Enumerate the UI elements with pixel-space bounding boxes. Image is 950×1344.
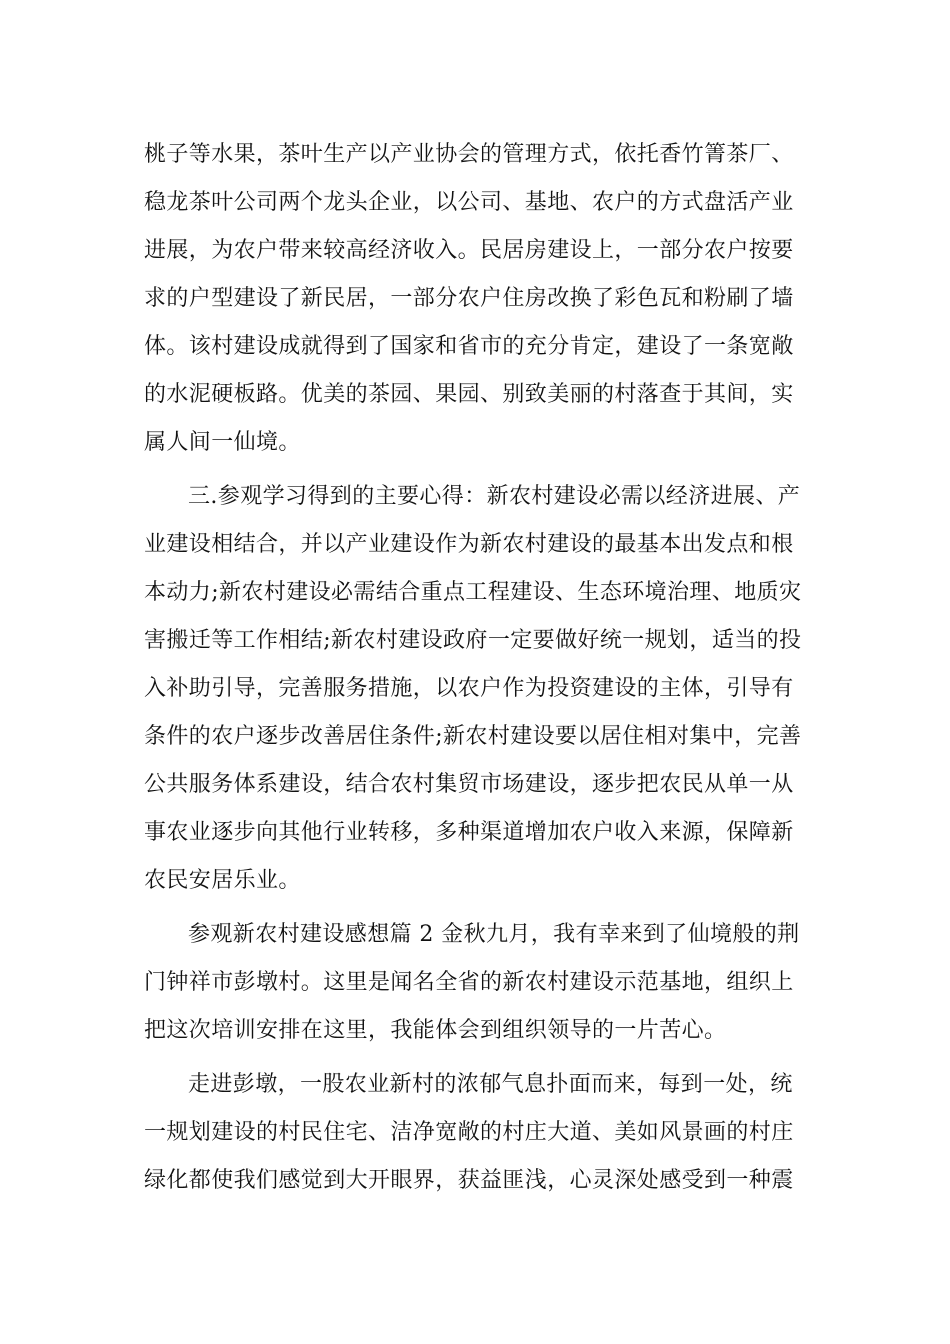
text-line: 求的户型建设了新民居，一部分农户住房改换了彩色瓦和粉刷了墙 [144,286,794,311]
text-line: 公共服务体系建设，结合农村集贸市场建设，逐步把农民从单一从 [144,772,794,797]
text-line: 属人间一仙境。 [144,430,301,455]
text-line: 一规划建设的村民住宅、洁净宽敞的村庄大道、美如风景画的村庄 [144,1120,794,1145]
text-line: 事农业逐步向其他行业转移，多种渠道增加农户收入来源，保障新 [144,820,794,845]
text-line: 害搬迁等工作相结;新农村建设政府一定要做好统一规划，适当的投 [144,628,802,653]
text-line: 农民安居乐业。 [144,868,301,893]
text-line: 门钟祥市彭墩村。这里是闻名全省的新农村建设示范基地，组织上 [144,970,794,995]
text-line: 体。该村建设成就得到了国家和省市的充分肯定，建设了一条宽敞 [144,334,794,359]
body-text [144,131,810,1205]
text-line: 业建设相结合，并以产业建设作为新农村建设的最基本出发点和根 [144,532,794,557]
text-line: 条件的农户逐步改善居住条件;新农村建设要以居住相对集中，完善 [144,724,802,749]
text-line: 进展，为农户带来较高经济收入。民居房建设上，一部分农户按要 [144,238,794,263]
paragraph-first-line: 参观新农村建设感想篇 2 金秋九月，我有幸来到了仙境般的荆 [188,922,800,947]
text-line: 桃子等水果，茶叶生产以产业协会的管理方式，依托香竹箐茶厂、 [144,142,794,167]
text-line: 本动力;新农村建设必需结合重点工程建设、生态环境治理、地质灾 [144,580,802,605]
text-line: 把这次培训安排在这里，我能体会到组织领导的一片苦心。 [144,1018,727,1043]
paragraph-first-line: 三.参观学习得到的主要心得：新农村建设必需以经济进展、产 [188,484,801,509]
text-line: 稳龙茶叶公司两个龙头企业，以公司、基地、农户的方式盘活产业 [144,190,794,215]
text-line: 的水泥硬板路。优美的茶园、果园、别致美丽的村落查于其间，实 [144,382,794,407]
text-line: 绿化都使我们感觉到大开眼界，获益匪浅，心灵深处感受到一种震 [144,1168,794,1193]
paragraph-first-line: 走进彭墩，一股农业新村的浓郁气息扑面而来，每到一处，统 [188,1072,793,1097]
text-line: 入补助引导，完善服务措施，以农户作为投资建设的主体，引导有 [144,676,794,701]
